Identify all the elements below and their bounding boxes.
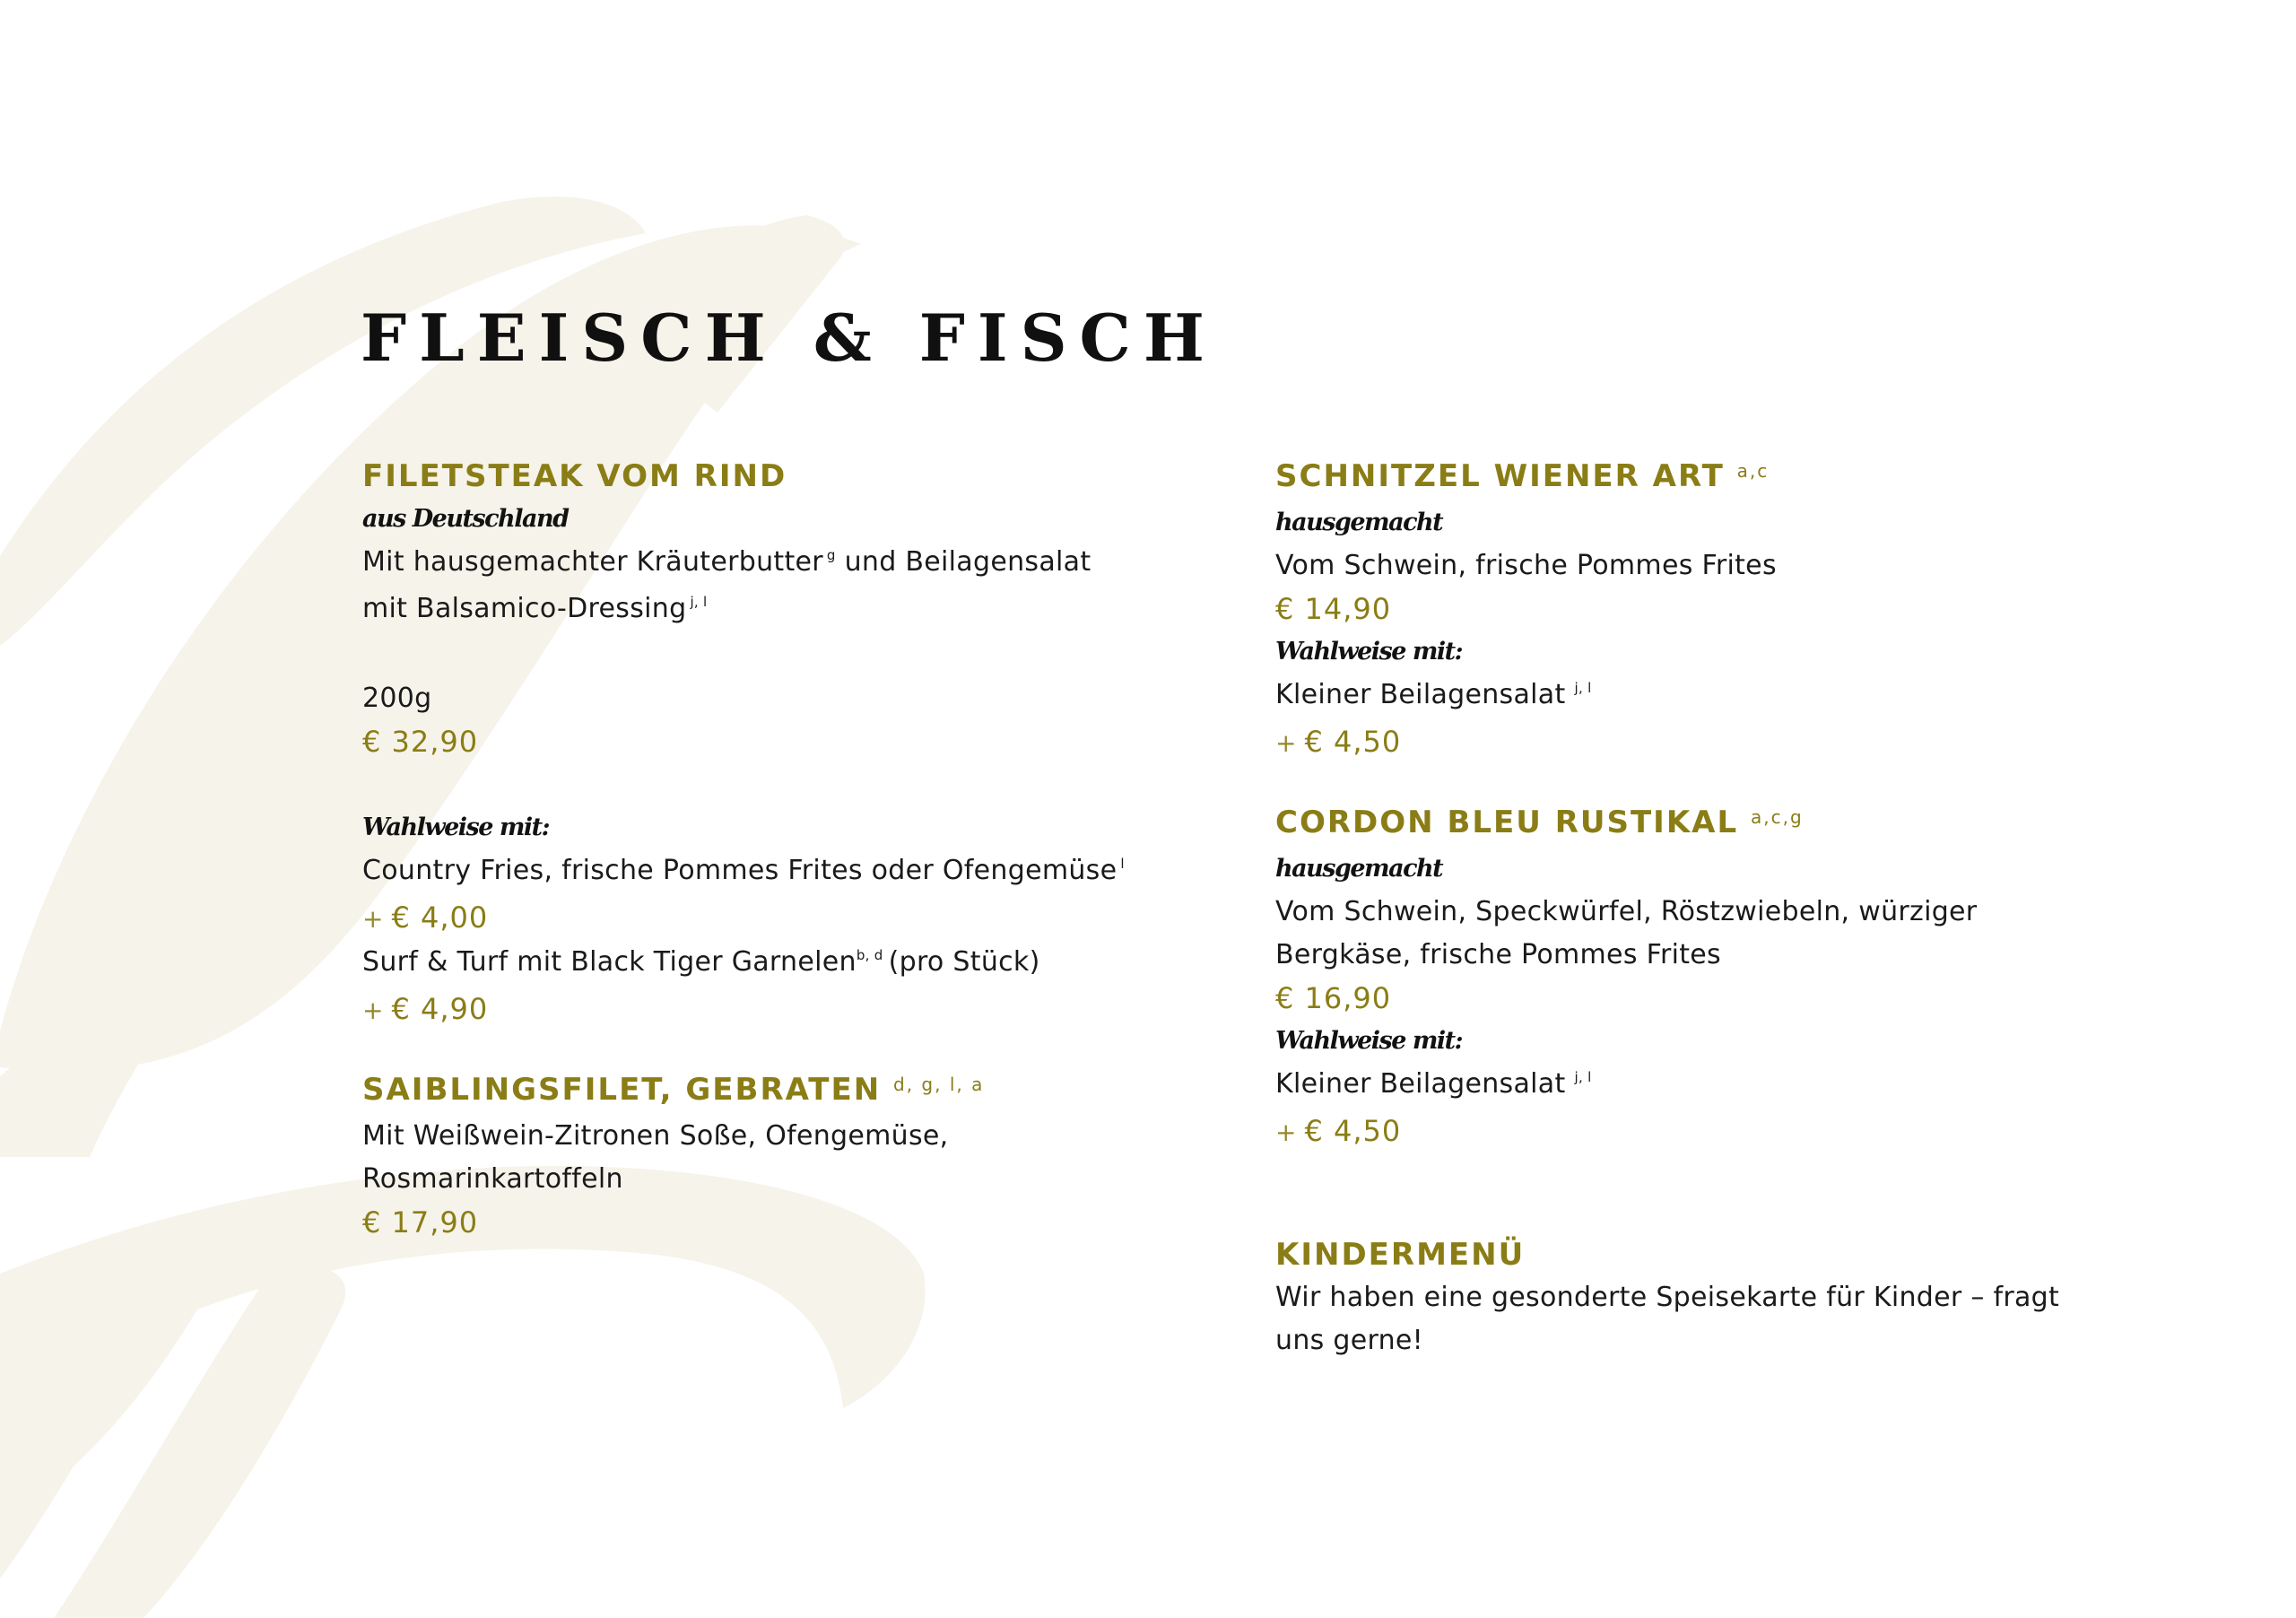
plus-sign: + [362,996,385,1025]
dish-title: SCHNITZEL WIENER ART $^{a,c}$ [1275,458,1770,494]
dish-description: uns gerne! [1275,1325,1423,1356]
option-price: + € 4,50 [1275,1114,1402,1148]
dish-cordon-bleu [1275,801,2127,1154]
dish-description: Vom Schwein, frische Pommes Frites [1275,550,1777,581]
plus-sign: + [362,904,385,934]
option-price: + € 4,00 [362,900,489,935]
page-title: FLEISCH & FISCH [361,300,1217,376]
option-price: + € 4,90 [362,992,489,1026]
dish-description: Mit Weißwein-Zitronen Soße, Ofengemüse, [362,1120,949,1152]
option-item: Country Fries, frische Pommes Frites oder Ofengemüse $^l$ [362,855,1125,886]
dish-note: hausgemacht [1275,855,1443,883]
dish-title: SAIBLINGSFILET, GEBRATEN $^{d, g, l, a}$ [362,1072,985,1108]
dish-description: mit Balsamico-Dressing $^{j, l}$ [362,593,708,624]
dish-price: € 32,90 [362,725,479,759]
dish-description: Vom Schwein, Speckwürfel, Röstzwiebeln, würziger [1275,896,1978,927]
dish-description: Rosmarinkartoffeln [362,1163,623,1195]
plus-sign: + [1275,728,1298,758]
allergen-code: b, d [856,947,883,963]
allergen-code: j, l [1574,680,1592,696]
option-item: Surf & Turf mit Black Tiger Garnelen$^{b, d}$ (pro Stück) [362,946,1040,978]
dish-title: KINDERMENÜ [1275,1237,1526,1273]
dish-title: FILETSTEAK VOM RIND [362,458,787,494]
option-item: Kleiner Beilagensalat $^{j, l}$ [1275,679,1592,710]
right-column [1275,455,2127,1362]
dish-description: Bergkäse, frische Pommes Frites [1275,939,1721,970]
dish-price: € 14,90 [1275,592,1392,626]
dish-price: € 17,90 [362,1205,479,1240]
dish-description: Mit hausgemachter Kräuterbutter $^g$ und Beilagensalat [362,546,1091,578]
kindermenu-section [1275,1233,2127,1362]
dish-price: € 16,90 [1275,981,1392,1015]
dish-origin: aus Deutschland [362,505,569,533]
allergen-code: a,c,g [1751,806,1804,828]
dish-schnitzel [1275,455,2127,765]
allergen-code: g [826,547,836,563]
dish-filetsteak [362,455,1214,1032]
dish-saiblingsfilet [362,1068,1214,1244]
allergen-code: l [1120,856,1125,872]
allergen-code: a,c [1736,460,1770,482]
dish-weight: 200g [362,683,432,714]
options-label: Wahlweise mit: [362,813,550,841]
option-price: + € 4,50 [1275,725,1402,759]
allergen-code: d, g, l, a [893,1074,985,1095]
option-item: Kleiner Beilagensalat $^{j, l}$ [1275,1068,1592,1100]
options-label: Wahlweise mit: [1275,638,1463,665]
dish-note: hausgemacht [1275,509,1443,536]
dish-title: CORDON BLEU RUSTIKAL $^{a,c,g}$ [1275,805,1804,840]
options-label: Wahlweise mit: [1275,1027,1463,1055]
dish-description: Wir haben eine gesonderte Speisekarte für Kinder – fragt [1275,1282,2060,1313]
left-column [362,455,1214,1244]
allergen-code: j, l [690,594,708,610]
allergen-code: j, l [1574,1069,1592,1085]
plus-sign: + [1275,1118,1298,1147]
